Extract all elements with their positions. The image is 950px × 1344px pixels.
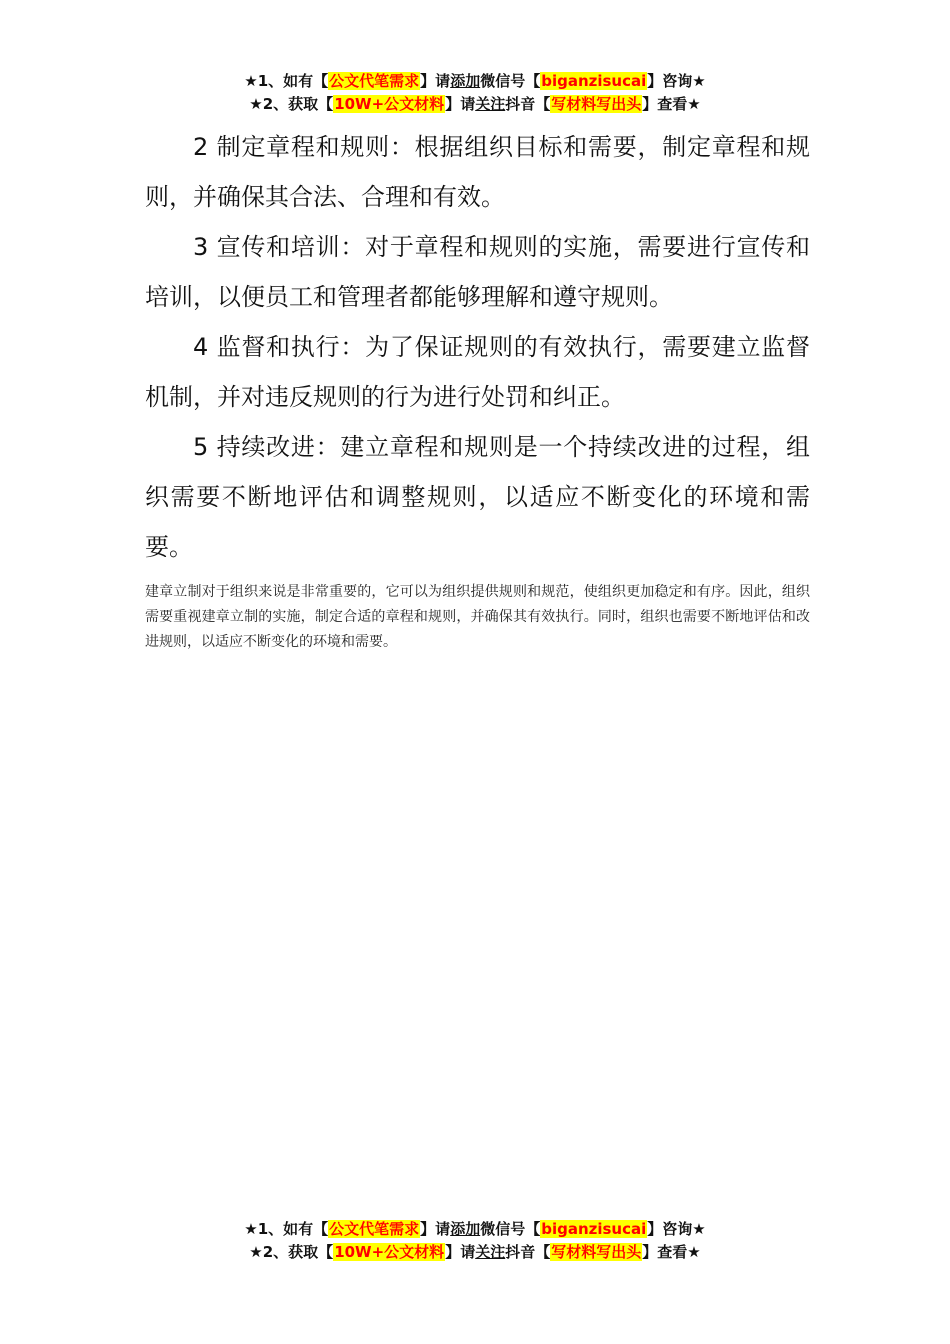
banner-text: ★2、获取【 <box>249 1243 334 1261</box>
highlight-service: 公文代笔需求 <box>329 1220 420 1238</box>
paragraph-step-2: 2 制定章程和规则：根据组织目标和需要，制定章程和规则，并确保其合法、合理和有效。 <box>145 133 810 211</box>
emphasis-follow: 关注 <box>475 95 506 113</box>
banner-text: 微信号【 <box>480 72 541 90</box>
paragraph-step-3: 3 宣传和培训：对于章程和规则的实施，需要进行宣传和培训，以便员工和管理者都能够理解和遵守规则。 <box>145 233 810 311</box>
banner-text: ★2、获取【 <box>249 95 334 113</box>
highlight-service: 公文代笔需求 <box>329 72 420 90</box>
banner-text: 】请 <box>420 1220 451 1238</box>
banner-text: 】咨询★ <box>647 1220 706 1238</box>
emphasis-add: 添加 <box>450 72 481 90</box>
summary-paragraph: 建章立制对于组织来说是非常重要的，它可以为组织提供规则和规范，使组织更加稳定和有序。因此，组织需要重视建章立制的实施，制定合适的章程和规则，并确保其有效执行。同时，组织也需要不断地评估和改进规则，以适应不断变化的环境和需要。 <box>145 584 810 650</box>
footer-banner <box>0 1218 950 1264</box>
banner-text: 】咨询★ <box>647 72 706 90</box>
emphasis-add: 添加 <box>450 1220 481 1238</box>
paragraph-step-4: 4 监督和执行：为了保证规则的有效执行，需要建立监督机制，并对违反规则的行为进行处罚和纠正。 <box>145 333 810 411</box>
banner-text: ★1、如有【 <box>244 72 329 90</box>
banner-line-1 <box>0 1218 950 1241</box>
banner-text: 抖音【 <box>505 1243 551 1261</box>
banner-text: 】请 <box>445 1243 476 1261</box>
banner-line-1 <box>0 70 950 93</box>
header-banner <box>0 70 950 116</box>
banner-text: 微信号【 <box>480 1220 541 1238</box>
highlight-materials: 10W+公文材料 <box>334 1243 445 1261</box>
banner-text: 】查看★ <box>642 95 701 113</box>
paragraph-step-5: 5 持续改进：建立章程和规则是一个持续改进的过程，组织需要不断地评估和调整规则，以适应不断变化的环境和需要。 <box>145 433 810 561</box>
banner-text: 】查看★ <box>642 1243 701 1261</box>
banner-text: 抖音【 <box>505 95 551 113</box>
highlight-douyin: 写材料写出头 <box>551 1243 642 1261</box>
banner-text: ★1、如有【 <box>244 1220 329 1238</box>
banner-text: 】请 <box>445 95 476 113</box>
banner-line-2 <box>0 1241 950 1264</box>
highlight-materials: 10W+公文材料 <box>334 95 445 113</box>
banner-text: 】请 <box>420 72 451 90</box>
highlight-douyin: 写材料写出头 <box>551 95 642 113</box>
highlight-wechat-id: biganzisucai <box>541 72 647 90</box>
banner-line-2 <box>0 93 950 116</box>
highlight-wechat-id: biganzisucai <box>541 1220 647 1238</box>
document-body <box>145 122 810 655</box>
emphasis-follow: 关注 <box>475 1243 506 1261</box>
